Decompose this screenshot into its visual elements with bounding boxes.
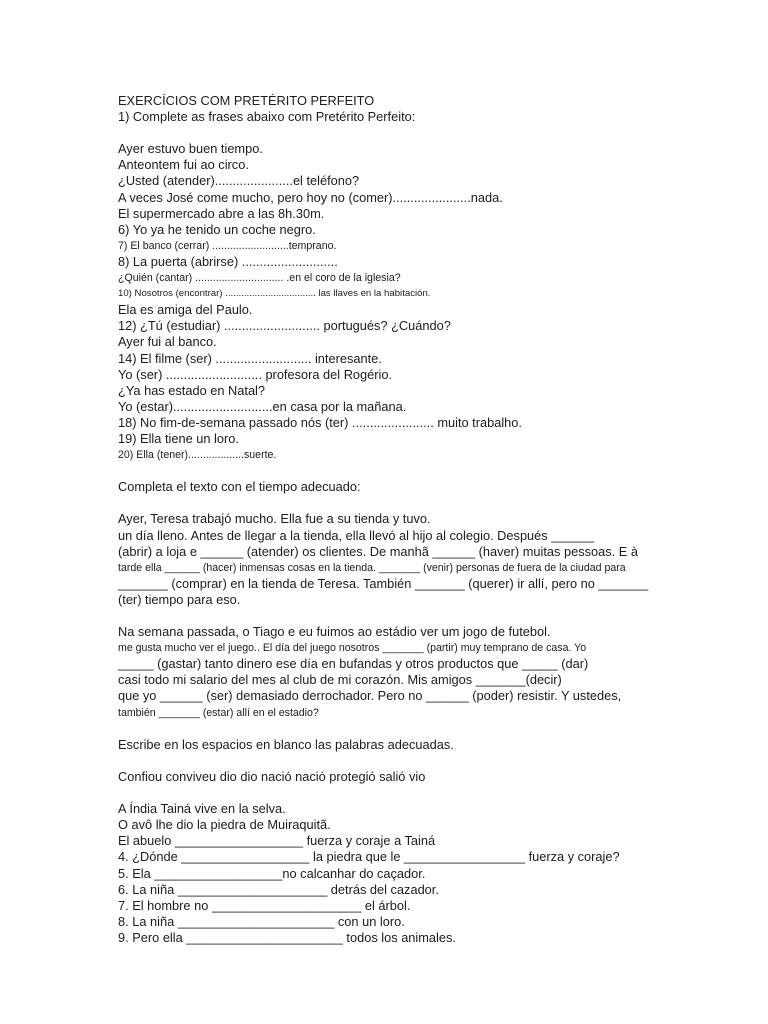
spacer (118, 753, 678, 769)
exercise-line: ¿Ya has estado en Natal? (118, 382, 266, 398)
exercise-line: 6. La niña _____________________ detrás del cazador. (118, 881, 439, 897)
paragraph-line: un día lleno. Antes de llegar a la tienda, ella llevó al hijo al colegio. Después ______ (118, 527, 594, 543)
paragraph-line: que yo ______ (ser) demasiado derrochador. Pero no ______ (poder) resistir. Y ustedes, (118, 688, 622, 704)
exercise-line: A Índia Tainá vive en la selva. (118, 801, 286, 817)
exercise-section-1 (118, 141, 678, 463)
paragraph-line: también _______ (estar) allí en el estadio? (118, 706, 319, 719)
worksheet-content (118, 93, 678, 946)
exercise-line: 8. La niña ______________________ con un loro. (118, 913, 405, 929)
instruction-1: 1) Complete as frases abaixo com Pretérito Perfeito: (118, 109, 416, 125)
exercise-line: ¿Usted (atender)......................el teléfono? (118, 173, 360, 189)
paragraph-line: (ter) tiempo para eso. (118, 591, 241, 607)
exercise-line: El abuelo __________________ fuerza y coraje a Tainá (118, 833, 436, 849)
paragraph-line: _______ (comprar) en la tienda de Teresa. También _______ (querer) ir allí, pero no _______ (118, 575, 649, 591)
exercise-line: 12) ¿Tú (estudiar) ........................... portugués? ¿Cuándo? (118, 318, 451, 334)
exercise-line: ¿Quién (cantar) .............................. .en el coro de la iglesia? (118, 272, 401, 285)
paragraph-line: (abrir) a loja e ______ (atender) os clientes. De manhã ______ (haver) muitas pessoas. E à (118, 543, 638, 559)
exercise-line: 10) Nosotros (encontrar) .................................. las llaves en la habitación. (118, 288, 431, 300)
instruction-3: Escribe en los espacios en blanco las palabras adecuadas. (118, 736, 454, 752)
exercise-line: Ayer estuvo buen tiempo. (118, 141, 263, 157)
exercise-line: Ayer fui al banco. (118, 334, 217, 350)
paragraph-exercise-1 (118, 511, 678, 608)
spacer (118, 608, 678, 624)
exercise-line: Yo (ser) ........................... profesora del Rogério. (118, 366, 393, 382)
exercise-line: Ela es amiga del Paulo. (118, 302, 253, 318)
exercise-line: 8) La puerta (abrirse) ........................... (118, 253, 338, 269)
paragraph-exercise-2 (118, 624, 678, 721)
spacer (118, 721, 678, 737)
paragraph-line: Ayer, Teresa trabajó mucho. Ella fue a su tienda y tuvo. (118, 511, 431, 527)
exercise-line: 14) El filme (ser) ........................... interesante. (118, 350, 382, 366)
exercise-line: 7. El hombre no _____________________ el árbol. (118, 897, 411, 913)
paragraph-line: tarde ella ______ (hacer) inmensas cosas en la tienda. _______ (venir) personas de fuera de la ciudad para (118, 561, 626, 574)
spacer (118, 785, 678, 801)
exercise-line: 5. Ela __________________no calcanhar do caçador. (118, 865, 426, 881)
exercise-line: O avô lhe dio la piedra de Muiraquitã. (118, 817, 331, 833)
paragraph-line: Na semana passada, o Tiago e eu fuimos ao estádio ver um jogo de futebol. (118, 624, 551, 640)
paragraph-line: casi todo mi salario del mes al club de mi corazón. Mis amigos _______(decir) (118, 672, 562, 688)
word-bank: Confiou conviveu dio dio nació nació protegió salió vio (118, 768, 426, 784)
exercise-line: A veces José come mucho, pero hoy no (comer)......................nada. (118, 189, 503, 205)
spacer (118, 463, 678, 479)
paragraph-line: me gusta mucho ver el juego.. El día del juego nosotros _______ (partir) muy temprano de casa. Yo (118, 642, 587, 655)
spacer (118, 125, 678, 141)
exercise-line: 18) No fim-de-semana passado nós (ter) ....................... muito trabalho. (118, 414, 522, 430)
spacer (118, 495, 678, 511)
exercise-line: Yo (estar)............................en casa por la mañana. (118, 398, 407, 414)
worksheet-title: EXERCÍCIOS COM PRETÉRITO PERFEITO (118, 93, 375, 108)
exercise-section-3 (118, 801, 678, 946)
exercise-line: 4. ¿Dónde __________________ la piedra que le _________________ fuerza y coraje? (118, 849, 620, 865)
paragraph-line: _____ (gastar) tanto dinero ese día en bufandas y otros productos que _____ (dar) (118, 656, 589, 672)
exercise-line: Anteontem fui ao circo. (118, 157, 249, 173)
exercise-line: 20) Ella (tener)...................suerte. (118, 449, 277, 462)
instruction-2: Completa el texto con el tiempo adecuado: (118, 479, 361, 495)
exercise-line: 9. Pero ella ______________________ todos los animales. (118, 929, 456, 945)
exercise-line: El supermercado abre a las 8h.30m. (118, 205, 325, 221)
exercise-line: 6) Yo ya he tenido un coche negro. (118, 221, 316, 237)
exercise-line: 19) Ella tiene un loro. (118, 430, 239, 446)
exercise-line: 7) El banco (cerrar) ..........................temprano. (118, 239, 337, 252)
